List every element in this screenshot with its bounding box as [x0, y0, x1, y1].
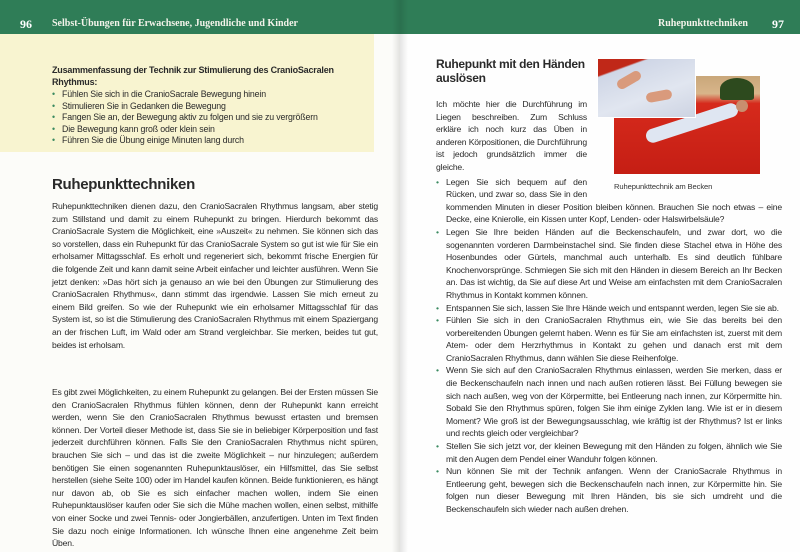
- bullet-icon: •: [436, 226, 439, 237]
- page-number: 96: [20, 17, 32, 31]
- bullet-icon: •: [52, 135, 55, 145]
- summary-list: [52, 89, 372, 147]
- bullet-icon: •: [52, 100, 55, 111]
- bullet-icon: •: [52, 89, 55, 99]
- bullet-icon: •: [52, 112, 55, 122]
- list-item: [436, 226, 782, 302]
- plant-image: [720, 78, 754, 100]
- list-item: [436, 302, 782, 315]
- section-heading: Ruhepunkttechniken: [52, 176, 195, 193]
- list-item-text: Stimulieren Sie in Gedanken die Bewegung: [62, 100, 226, 111]
- bullet-icon: •: [52, 123, 55, 134]
- list-item: [436, 364, 782, 440]
- summary-title: Zusammenfassung der Technik zur Stimulierung des CranioSacralen Rhythmus:: [52, 65, 334, 87]
- steps-list: [436, 176, 782, 516]
- list-item: [436, 176, 782, 226]
- bullet-icon: •: [436, 441, 439, 452]
- hand-image: [615, 69, 643, 91]
- list-item: [52, 89, 372, 101]
- text-column: [436, 58, 782, 516]
- list-item: [52, 135, 372, 147]
- list-item-text: Fühlen Sie sich in den CranioSacralen Rhythmus ein, wie Sie das bereits bei den vorbereitenden Übungen gelernt haben. Wenn es für Sie am einfachsten ist, zuerst mit dem Atem- oder dem Herzrhythmus in Kontakt zu gehen und danach erst mit dem CranioSacralen Rhythmus, dann wählen Sie diese Reihenfolge.: [446, 315, 782, 363]
- list-item: [436, 440, 782, 465]
- list-item: [52, 101, 372, 113]
- list-item-text: Fangen Sie an, der Bewegung aktiv zu folgen und sie zu vergrößern: [62, 112, 318, 122]
- person-head-image: [736, 100, 748, 112]
- section-heading: Ruhepunkt mit den Händen auslösen: [436, 57, 585, 85]
- book-gutter: [392, 0, 408, 552]
- running-head: Selbst-Übungen für Erwachsene, Jugendliche und Kinder: [52, 18, 298, 29]
- list-item-text: Führen Sie die Übung einige Minuten lang durch: [62, 135, 244, 145]
- paragraph: Es gibt zwei Möglichkeiten, zu einem Ruhepunkt zu gelangen. Bei der Ersten müssen Sie den CranioSacralen Rhythmus fühlen können, denn der Ruhepunkt kann erreicht werden, wenn Sie den CranioSacralen Rhythmus bewusst ertasten und bremsen können. Der Vorteil dieser Methode ist, dass Sie sie in beliebiger Körperposition und fast jederzeit durchführen können. Falls Sie den CranioSacralen Rhythmus nicht spüren, brauchen Sie sich – und das ist die zweite Möglichkeit – nur hinzulegen; außerdem benötigen Sie einen sogenannten Ruhepunktauslöser, ein Hilfsmittel, das Sie selbst herstellen (siehe Seite 100) oder im Handel kaufen können. Beide funktionieren, es hängt nur davon ab, ob Sie es sich einfacher machen wollen, indem Sie einen Ruhepunktauslöser kaufen oder Sie sich die Mühe machen wollen, einen selbst, mithilfe von einer Socke und zwei Tennis- oder Jongierbällen, anzufertigen. Unten im Text finden Sie dazu noch einige Informationen. Ich wünsche Ihnen eine angenehme Zeit beim Üben.: [52, 387, 378, 549]
- list-item-text: Fühlen Sie sich in die CranioSacrale Bewegung hinein: [62, 89, 266, 99]
- page-number: 97: [772, 17, 784, 31]
- list-item-text: Nun können Sie mit der Technik anfangen. Wenn der CranioSacrale Rhythmus in Entleerung geht, bewegen sich die Beckenschaufeln nach innen, zur Körpermitte hin. Sie folgen nun dieser Bewegung mit Ihren Händen, bis sie sich umdreht und die Beckenschaufeln sich wieder nach außen drehen.: [446, 466, 782, 514]
- bullet-icon: •: [436, 176, 439, 187]
- list-item: [436, 465, 782, 515]
- list-item: [52, 124, 372, 136]
- list-item-text: Legen Sie sich bequem auf den Rücken, und zwar so, dass Sie in den kommenden Minuten in dieser Position bleiben können. Brauchen Sie noch etwas – eine Decke, eine Knierolle, ein Kissen unter Kopf, Lenden- oder Halswirbelsäule?: [446, 176, 782, 225]
- running-head: Ruhepunkttechniken: [657, 18, 748, 29]
- list-item: [436, 314, 782, 364]
- list-item: [52, 112, 372, 124]
- paragraph: Ruhepunkttechniken dienen dazu, den CranioSacralen Rhythmus langsam, aber stetig zum Stillstand und damit zu einem Ruhepunkt zu bringen. Hierdurch bekommt das CranioSacrale System die Möglichkeit, eine »Auszeit« zu nehmen. Sie können sich das so vorstellen, dass ein Ruhepunkt für das CranioSacrale System so gut ist wie für Sie ein erholsamer Mittagsschlaf. Es erholt und regeneriert sich, bekommt frische Energien für die folgende Zeit und kann damit seine Arbeit einfacher und leichter ausführen. Wenn Sie jetzt denken: »Das hört sich ja genauso an wie bei den Übungen zur Stimulierung des CranioSacralen Rhythmus«, dann stimmt das irgendwie. Lassen Sie mich erneut zu einem Bild greifen. So wie der Ruhepunkt wie ein erholsamer Mittagsschlaf für das System ist, so ist die Stimulierung des CranioSacralen Rhythmus mit einem Spaziergang an der frischen Luft, im Wald oder am Strand vergleichbar. Sie merken, beides tut gut, beides ist erholsam.: [52, 201, 378, 350]
- list-item-text: Stellen Sie sich jetzt vor, der kleinen Bewegung mit den Händen zu folgen, ähnlich wie Sie mit den Augen dem Pendel einer Wanduhr folgen können.: [446, 441, 782, 464]
- intro-paragraph: Ich möchte hier die Durchführung im Liegen beschreiben. Zum Schluss erkläre ich noch kurz das Üben in anderen Körpositionen, die Durchführung ist jedoch grundsätzlich immer die gleiche.: [436, 99, 587, 172]
- list-item-text: Die Bewegung kann groß oder klein sein: [62, 123, 215, 134]
- bullet-icon: •: [436, 302, 439, 313]
- hand-image: [645, 89, 672, 103]
- list-item-text: Legen Sie Ihre beiden Händen auf die Beckenschaufeln, und zwar dort, wo die sogenannten vorderen Darmbeinstachel sind. Sie finden diese Stachel etwa in Höhe des Hosenbundes oder Gürtels, manchmal auch unterhalb. Es sind deutlich fühlbare Knochenvorsprünge. Schmiegen Sie sich mit den Händen in diesem Bereich an Ihr Becken an. Das ist wichtig, da Sie auf diese Art und Weise am einfachsten mit dem CranioSacralen Rhythmus in Kontakt kommen können.: [446, 226, 782, 300]
- list-item-text: Entspannen Sie sich, lassen Sie Ihre Hände weich und entspannt werden, legen Sie sie ab.: [446, 302, 779, 313]
- bullet-icon: •: [436, 466, 439, 477]
- right-page: [400, 0, 800, 552]
- bullet-icon: •: [436, 365, 439, 376]
- list-item-text: Wenn Sie sich auf den CranioSacralen Rhythmus einlassen, werden Sie merken, dass er die Beckenschaufeln nach innen und nach außen rotieren lässt. Bei Füllung bewegen sie sich nach außen, weg von der Körpermitte, bei Entleerung nach innen, zur Körpermitte hin. Sobald Sie den Rhythmus spüren, folgen Sie ihm einige Zyklen lang. Wie ist er in diesem Moment? Wie groß ist der Bewegungsausschlag, wie kräftig ist der Rhythmus? Ist er links und rechts gleich oder vergleichbar?: [446, 365, 782, 439]
- bullet-icon: •: [436, 315, 439, 326]
- figure-caption: Ruhepunkttechnik am Becken: [614, 182, 713, 191]
- photo-hands-inset: [597, 58, 696, 118]
